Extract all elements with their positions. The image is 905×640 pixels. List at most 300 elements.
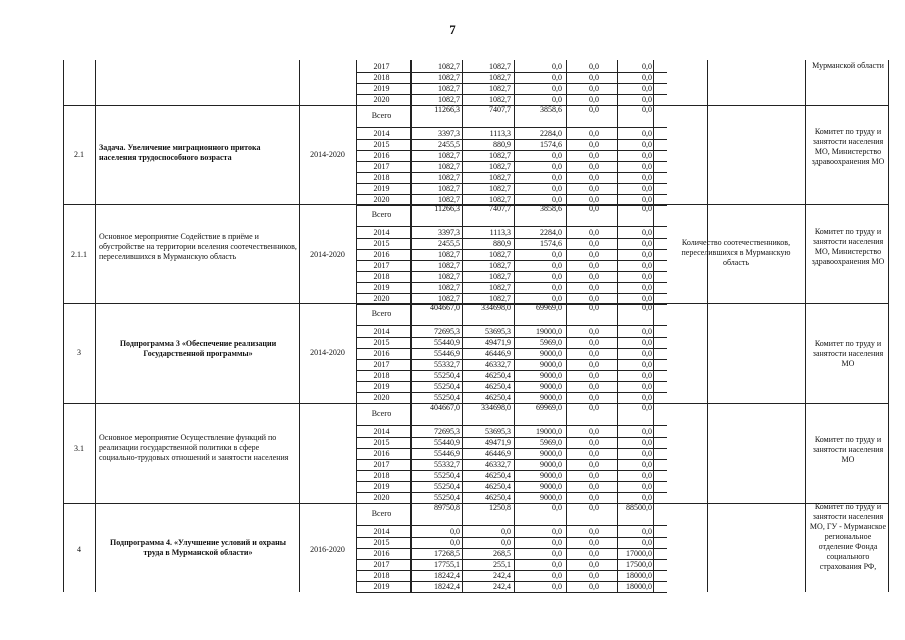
amount-cell: 46332,7 [485,460,511,469]
amount-cell: 72695,3 [434,327,460,336]
table-row [356,83,666,94]
amount-cell: 19000,0 [536,427,562,436]
total-amount-cell: 0,0 [642,303,652,312]
table-row [356,370,666,381]
amount-cell: 55250,4 [434,471,460,480]
amount-cell: 0,0 [552,173,562,182]
total-label: Всего [371,309,392,318]
year-cell: 2019 [373,382,390,391]
total-amount-cell: 0,0 [589,204,599,213]
year-cell: 2015 [373,239,390,248]
amount-cell: 0,0 [642,129,652,138]
amount-cell: 9000,0 [540,349,562,358]
amount-cell: 880,9 [493,140,511,149]
amount-cell: 0,0 [552,527,562,536]
table-row [356,437,666,448]
amount-cell: 0,0 [589,294,599,303]
amount-cell: 46250,4 [485,482,511,491]
amount-cell: 0,0 [589,228,599,237]
year-cell: 2016 [373,349,390,358]
amount-cell: 9000,0 [540,460,562,469]
amount-cell: 0,0 [552,538,562,547]
amount-cell: 1082,7 [489,184,511,193]
amount-cell: 0,0 [642,195,652,204]
total-amount-cell: 3858,6 [540,204,562,213]
amount-cell: 0,0 [589,482,599,491]
amount-cell: 0,0 [642,371,652,380]
amount-cell: 1082,7 [438,151,460,160]
amount-cell: 0,0 [589,272,599,281]
table-row [356,249,666,260]
amount-cell: 0,0 [589,349,599,358]
amount-cell: 2284,0 [540,129,562,138]
amount-cell: 3397,3 [438,129,460,138]
amount-cell: 0,0 [589,493,599,502]
amount-cell: 0,0 [589,427,599,436]
amount-cell: 1574,6 [540,239,562,248]
amount-cell: 0,0 [642,250,652,259]
amount-cell: 72695,3 [434,427,460,436]
table-row [356,470,666,481]
amount-cell: 0,0 [642,538,652,547]
total-label: Всего [371,509,392,518]
table-row [356,481,666,492]
amount-cell: 55446,9 [434,349,460,358]
amount-cell: 46446,9 [485,349,511,358]
amount-cell: 0,0 [552,250,562,259]
section-5-name: Подпрограмма 4. «Улучшение условий и охраны труда в Мурманской области» [110,538,286,557]
year-cell: 2019 [373,84,390,93]
year-cell: 2020 [373,95,390,104]
amount-cell: 0,0 [589,438,599,447]
year-cell: 2014 [373,129,390,138]
amount-cell: 1082,7 [489,95,511,104]
amount-cell: 1082,7 [438,62,460,71]
amount-cell: 0,0 [589,460,599,469]
amount-cell: 0,0 [589,582,599,591]
amount-cell: 0,0 [589,371,599,380]
amount-cell: 0,0 [552,571,562,580]
table-row [356,359,666,370]
year-cell: 2018 [373,471,390,480]
total-amount-cell: 11266,3 [434,204,460,213]
amount-cell: 0,0 [589,73,599,82]
amount-cell: 2284,0 [540,228,562,237]
amount-cell: 49471,9 [485,338,511,347]
amount-cell: 0,0 [552,261,562,270]
amount-cell: 0,0 [501,527,511,536]
amount-cell: 0,0 [642,140,652,149]
amount-cell: 1082,7 [438,184,460,193]
amount-cell: 1082,7 [489,272,511,281]
year-cell: 2016 [373,449,390,458]
amount-cell: 53695,3 [485,327,511,336]
total-row [356,403,666,425]
amount-cell: 17500,0 [626,560,652,569]
amount-cell: 0,0 [589,250,599,259]
year-cell: 2015 [373,140,390,149]
total-amount-cell: 0,0 [589,303,599,312]
amount-cell: 49471,9 [485,438,511,447]
amount-cell: 0,0 [642,427,652,436]
total-amount-cell: 334698,0 [481,303,511,312]
year-cell: 2018 [373,371,390,380]
table-row [356,326,666,337]
amount-cell: 0,0 [552,272,562,281]
total-amount-cell: 7407,7 [489,204,511,213]
year-cell: 2020 [373,195,390,204]
amount-cell: 1113,3 [489,228,511,237]
amount-cell: 1082,7 [489,84,511,93]
amount-cell: 0,0 [642,393,652,402]
amount-cell: 0,0 [642,471,652,480]
table-row [356,61,666,72]
section-4-executor: Комитет по труду и занятости населения МО [812,435,884,464]
total-amount-cell: 3858,6 [540,105,562,114]
amount-cell: 0,0 [552,73,562,82]
amount-cell: 55332,7 [434,460,460,469]
year-cell: 2015 [373,538,390,547]
total-amount-cell: 0,0 [642,105,652,114]
amount-cell: 46250,4 [485,371,511,380]
amount-cell: 1082,7 [489,73,511,82]
section-4-name: Основное мероприятие Осуществление функций по реализации государственной политики в сфере социально-трудовых отношений и занятости населения [99,433,289,462]
total-amount-cell: 0,0 [642,403,652,412]
amount-cell: 0,0 [642,460,652,469]
amount-cell: 0,0 [642,449,652,458]
total-amount-cell: 88500,0 [626,503,652,512]
amount-cell: 0,0 [589,527,599,536]
total-amount-cell: 404667,0 [430,303,460,312]
amount-cell: 1082,7 [489,173,511,182]
total-amount-cell: 0,0 [589,105,599,114]
total-amount-cell: 89750,8 [434,503,460,512]
total-amount-cell: 0,0 [589,403,599,412]
amount-cell: 0,0 [501,538,511,547]
section-1-executor: Комитет по труду и занятости населения МО, Министерство здравоохранения МО [811,127,885,166]
amount-cell: 0,0 [552,582,562,591]
page-number: 7 [449,22,456,37]
amount-cell: 1082,7 [438,162,460,171]
table-row [356,139,666,150]
total-amount-cell: 11266,3 [434,105,460,114]
amount-cell: 1574,6 [540,140,562,149]
amount-cell: 0,0 [642,360,652,369]
amount-cell: 0,0 [642,239,652,248]
year-cell: 2018 [373,272,390,281]
section-3-num: 3 [77,348,81,357]
total-row [356,503,666,525]
amount-cell: 0,0 [552,549,562,558]
amount-cell: 1082,7 [438,84,460,93]
amount-cell: 0,0 [589,184,599,193]
total-row [356,204,666,226]
amount-cell: 0,0 [589,151,599,160]
amount-cell: 0,0 [642,162,652,171]
year-cell: 2014 [373,427,390,436]
amount-cell: 0,0 [589,538,599,547]
amount-cell: 18000,0 [626,582,652,591]
amount-cell: 53695,3 [485,427,511,436]
amount-cell: 0,0 [642,228,652,237]
year-cell: 2018 [373,571,390,580]
amount-cell: 1113,3 [489,129,511,138]
amount-cell: 5969,0 [540,338,562,347]
section-2-executor: Комитет по труду и занятости населения МО, Министерство здравоохранения МО [811,227,885,266]
amount-cell: 0,0 [589,571,599,580]
total-amount-cell: 0,0 [589,503,599,512]
year-cell: 2017 [373,62,390,71]
table-row [356,260,666,271]
section-3-executor: Комитет по труду и занятости населения МО [812,339,884,368]
amount-cell: 9000,0 [540,393,562,402]
amount-cell: 0,0 [642,382,652,391]
amount-cell: 0,0 [642,294,652,303]
total-amount-cell: 0,0 [552,503,562,512]
year-cell: 2017 [373,261,390,270]
total-amount-cell: 7407,7 [489,105,511,114]
table-row [356,128,666,139]
year-cell: 2017 [373,162,390,171]
year-cell: 2020 [373,393,390,402]
amount-cell: 1082,7 [489,294,511,303]
amount-cell: 0,0 [642,493,652,502]
amount-cell: 0,0 [552,560,562,569]
amount-cell: 0,0 [589,239,599,248]
amount-cell: 9000,0 [540,382,562,391]
amount-cell: 9000,0 [540,449,562,458]
amount-cell: 0,0 [642,84,652,93]
table-row [356,337,666,348]
amount-cell: 0,0 [589,195,599,204]
amount-cell: 0,0 [589,162,599,171]
table-row [356,282,666,293]
year-cell: 2017 [373,560,390,569]
section-5-period: 2016-2020 [310,545,345,554]
amount-cell: 9000,0 [540,360,562,369]
table-row [356,459,666,470]
amount-cell: 0,0 [552,84,562,93]
amount-cell: 0,0 [642,438,652,447]
table-row [356,72,666,83]
amount-cell: 1082,7 [438,283,460,292]
amount-cell: 19000,0 [536,327,562,336]
amount-cell: 9000,0 [540,371,562,380]
amount-cell: 1082,7 [438,294,460,303]
amount-cell: 0,0 [552,184,562,193]
year-cell: 2018 [373,73,390,82]
amount-cell: 0,0 [642,62,652,71]
total-amount-cell: 0,0 [642,204,652,213]
section-2-period: 2014-2020 [310,250,345,259]
amount-cell: 0,0 [589,560,599,569]
table-row [356,348,666,359]
amount-cell: 1082,7 [438,250,460,259]
amount-cell: 1082,7 [489,195,511,204]
table-row [356,559,666,570]
year-cell: 2016 [373,151,390,160]
amount-cell: 0,0 [589,393,599,402]
table-row [356,150,666,161]
amount-cell: 0,0 [589,95,599,104]
section-3-period: 2014-2020 [310,348,345,357]
amount-cell: 0,0 [589,471,599,480]
amount-cell: 46250,4 [485,493,511,502]
amount-cell: 1082,7 [489,62,511,71]
amount-cell: 55332,7 [434,360,460,369]
amount-cell: 1082,7 [438,173,460,182]
amount-cell: 2455,5 [438,239,460,248]
amount-cell: 18000,0 [626,571,652,580]
amount-cell: 0,0 [642,482,652,491]
amount-cell: 0,0 [642,95,652,104]
table-row [356,492,666,503]
amount-cell: 0,0 [589,129,599,138]
amount-cell: 0,0 [589,140,599,149]
amount-cell: 18242,4 [434,571,460,580]
year-cell: 2015 [373,438,390,447]
amount-cell: 5969,0 [540,438,562,447]
table-row [356,426,666,437]
total-amount-cell: 69969,0 [536,403,562,412]
table-row [356,172,666,183]
amount-cell: 55446,9 [434,449,460,458]
amount-cell: 0,0 [552,62,562,71]
amount-cell: 18242,4 [434,582,460,591]
year-cell: 2014 [373,228,390,237]
year-cell: 2016 [373,250,390,259]
amount-cell: 0,0 [552,162,562,171]
table-row [356,238,666,249]
section-4-num: 3.1 [74,444,84,453]
table-row [356,161,666,172]
table-row [356,94,666,105]
amount-cell: 1082,7 [438,261,460,270]
table-row [356,183,666,194]
amount-cell: 46332,7 [485,360,511,369]
carry-over-executor: Мурманской области [812,61,884,70]
amount-cell: 0,0 [589,261,599,270]
amount-cell: 0,0 [552,283,562,292]
amount-cell: 55250,4 [434,382,460,391]
amount-cell: 242,4 [493,582,511,591]
year-cell: 2017 [373,460,390,469]
amount-cell: 0,0 [589,327,599,336]
total-label: Всего [371,111,392,120]
amount-cell: 1082,7 [489,261,511,270]
total-amount-cell: 1250,8 [489,503,511,512]
year-cell: 2019 [373,582,390,591]
table-row [356,227,666,238]
total-amount-cell: 334698,0 [481,403,511,412]
total-label: Всего [371,210,392,219]
amount-cell: 55250,4 [434,493,460,502]
amount-cell: 55250,4 [434,393,460,402]
amount-cell: 46446,9 [485,449,511,458]
amount-cell: 1082,7 [489,250,511,259]
amount-cell: 880,9 [493,239,511,248]
table-row [356,581,666,592]
section-5-executor: Комитет по труду и занятости населения МО, ГУ - Мурманское региональное отделение Фонда социального страхования РФ, [809,502,887,571]
table-row [356,537,666,548]
amount-cell: 0,0 [552,151,562,160]
section-2-indicator: Количество соотечественников, переселившихся в Мурманскую область [681,238,791,267]
amount-cell: 0,0 [589,62,599,71]
section-3-name: Подпрограмма 3 «Обеспечение реализации Государственной программы» [119,339,277,358]
amount-cell: 1082,7 [438,73,460,82]
amount-cell: 0,0 [642,527,652,536]
amount-cell: 0,0 [642,349,652,358]
year-cell: 2018 [373,173,390,182]
amount-cell: 242,4 [493,571,511,580]
amount-cell: 0,0 [552,294,562,303]
total-amount-cell: 404667,0 [430,403,460,412]
amount-cell: 0,0 [642,173,652,182]
amount-cell: 0,0 [552,195,562,204]
amount-cell: 0,0 [589,549,599,558]
table-row [356,381,666,392]
amount-cell: 0,0 [589,449,599,458]
amount-cell: 0,0 [589,338,599,347]
table-row [356,570,666,581]
amount-cell: 255,1 [493,560,511,569]
year-cell: 2015 [373,338,390,347]
amount-cell: 55440,9 [434,438,460,447]
table-row [356,271,666,282]
amount-cell: 0,0 [589,382,599,391]
amount-cell: 46250,4 [485,382,511,391]
year-cell: 2020 [373,294,390,303]
amount-cell: 46250,4 [485,393,511,402]
year-cell: 2019 [373,184,390,193]
amount-cell: 17755,1 [434,560,460,569]
year-cell: 2016 [373,549,390,558]
section-1-name: Задача. Увеличение миграционного притока населения трудоспособного возраста [99,143,261,162]
total-row [356,303,666,325]
amount-cell: 0,0 [589,173,599,182]
amount-cell: 0,0 [642,151,652,160]
amount-cell: 0,0 [642,272,652,281]
amount-cell: 55250,4 [434,371,460,380]
total-row [356,105,666,127]
year-cell: 2014 [373,527,390,536]
amount-cell: 0,0 [589,283,599,292]
total-label: Всего [371,409,392,418]
amount-cell: 0,0 [450,527,460,536]
section-2-name: Основное мероприятие Содействие в приёме и обустройстве на территории вселения соотечественников, переселившихся в Мурманскую область [99,232,297,261]
amount-cell: 17268,5 [434,549,460,558]
amount-cell: 9000,0 [540,493,562,502]
year-cell: 2020 [373,493,390,502]
amount-cell: 1082,7 [438,195,460,204]
year-cell: 2019 [373,482,390,491]
amount-cell: 1082,7 [438,95,460,104]
amount-cell: 1082,7 [489,283,511,292]
amount-cell: 2455,5 [438,140,460,149]
section-1-period: 2014-2020 [310,150,345,159]
amount-cell: 9000,0 [540,471,562,480]
amount-cell: 1082,7 [489,151,511,160]
amount-cell: 0,0 [589,84,599,93]
amount-cell: 1082,7 [489,162,511,171]
section-2-num: 2.1.1 [71,250,87,259]
amount-cell: 3397,3 [438,228,460,237]
amount-cell: 0,0 [642,73,652,82]
amount-cell: 1082,7 [438,272,460,281]
table-row [356,392,666,403]
amount-cell: 268,5 [493,549,511,558]
amount-cell: 55250,4 [434,482,460,491]
